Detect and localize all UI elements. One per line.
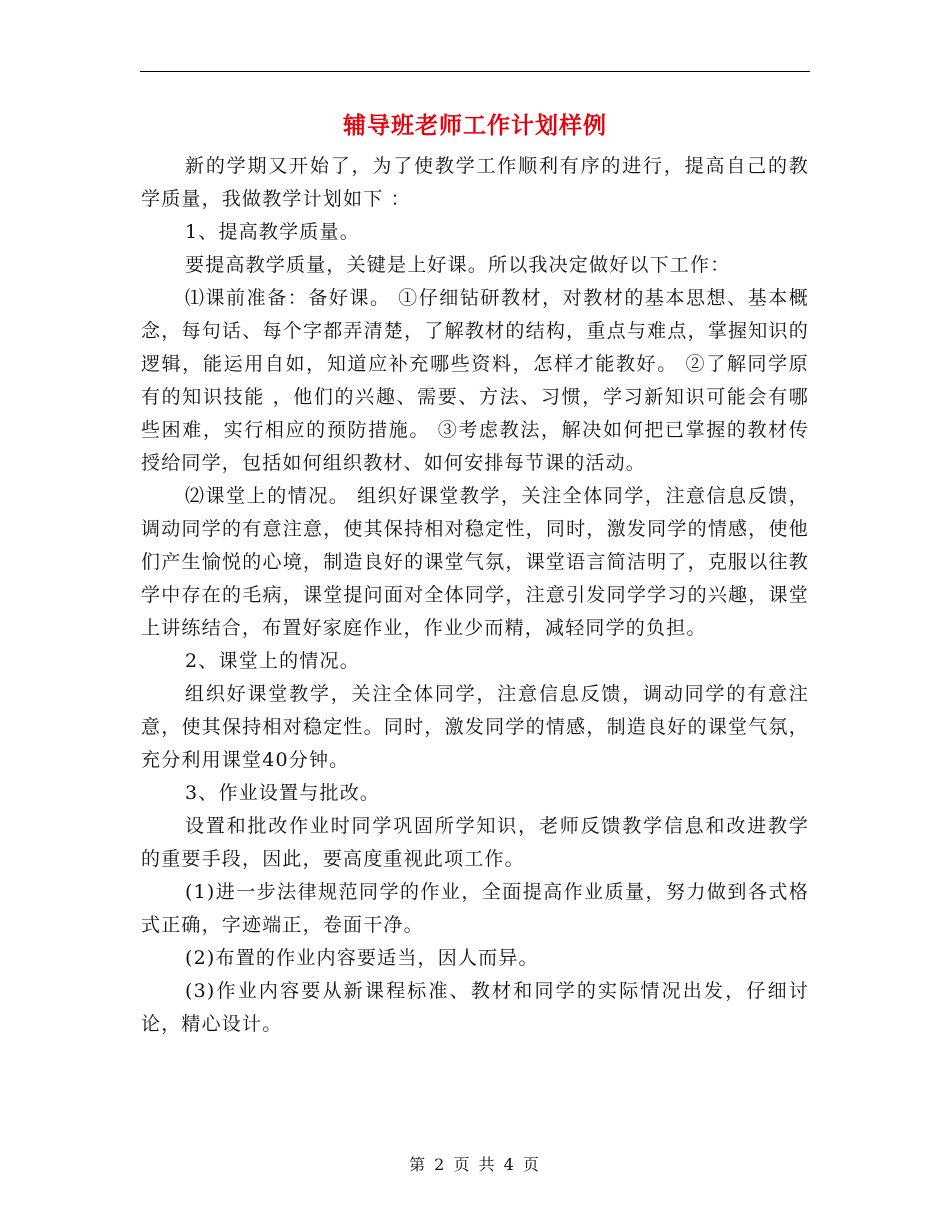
list-item: (2)布置的作业内容要适当，因人而异。 — [185, 947, 539, 969]
section-heading-3: 3、作业设置与批改。 — [185, 782, 381, 804]
document-body — [141, 150, 809, 1041]
section-heading-1: 1、提高教学质量。 — [185, 221, 360, 243]
paragraph: 组织好课堂教学，关注全体同学，注意信息反馈，调动同学的有意注意，使其保持相对稳定性。同时，激发同学的情感，制造良好的课堂气氛，充分利用课堂40分钟。 — [141, 683, 809, 771]
paragraph: ⑴课前准备：备好课。 ①仔细钻研教材，对教材的基本思想、基本概念，每句话、每个字都弄清楚，了解教材的结构，重点与难点，掌握知识的逻辑，能运用自如，知道应补充哪些资料，怎样才能教好。 ②了解同学原有的知识技能 ，他们的兴趣、需要、方法、习惯，学习新知识可能会有哪些困难，实行相应的预防措施。 ③考虑教法，解决如何把已掌握的教材传授给同学，包括如何组织教材、如何安排每节课的活动。 — [141, 287, 809, 474]
section-heading-2: 2、课堂上的情况。 — [185, 650, 360, 672]
list-item: (1)进一步法律规范同学的作业，全面提高作业质量，努力做到各式格式正确，字迹端正，卷面干净。 — [141, 881, 809, 936]
paragraph: 设置和批改作业时同学巩固所学知识，老师反馈教学信息和改进教学的重要手段，因此，要高度重视此项工作。 — [141, 815, 809, 870]
header-rule — [140, 71, 810, 72]
page-number: 第 2 页 共 4 页 — [409, 1155, 541, 1174]
paragraph: ⑵课堂上的情况。 组织好课堂教学，关注全体同学，注意信息反馈，调动同学的有意注意，使其保持相对稳定性，同时，激发同学的情感，使他们产生愉悦的心境，制造良好的课堂气氛，课堂语言简洁明了，克服以往教学中存在的毛病，课堂提问面对全体同学，注意引发同学学习的兴趣，课堂上讲练结合，布置好家庭作业，作业少而精，减轻同学的负担。 — [141, 485, 809, 639]
paragraph-intro: 新的学期又开始了，为了使教学工作顺利有序的进行，提高自己的教学质量，我做教学计划如下 ： — [141, 155, 809, 210]
document-title: 辅导班老师工作计划样例 — [343, 112, 607, 139]
list-item: (3)作业内容要从新课程标准、教材和同学的实际情况出发，仔细讨论，精心设计。 — [141, 980, 809, 1035]
paragraph: 要提高教学质量，关键是上好课。所以我决定做好以下工作： — [185, 254, 731, 276]
